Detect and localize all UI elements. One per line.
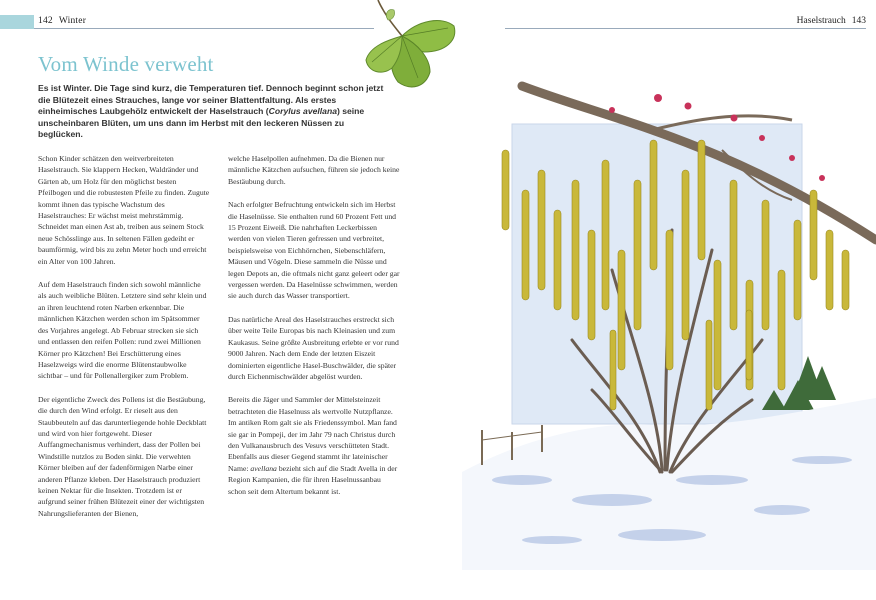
latin-term: avellana [250, 463, 277, 473]
paragraph: Das natürliche Areal des Haselstrauches erstreckt sich über weite Teile Europas bis nach Kleinasien und zum Kaukasus. Seine größte Ausbreitung erlebte er vor rund 9000 Jahren. Nach dem Ende der letzten Eiszeit dominierten eigentliche Hasel-Buschwälder, die später durch Eichenmischwälder abgelöst wurden. [228, 314, 399, 381]
header-rule-right [505, 28, 866, 29]
page-number-left: 142 [38, 16, 53, 26]
paragraph: welche Haselpollen aufnehmen. Da die Bienen nur männliche Kätzchen aufsuchen, führen sie jedoch keine Bestäubung durch. [228, 154, 400, 186]
text-column-2 [228, 153, 400, 509]
section-label-right: Haselstrauch [796, 16, 846, 26]
lead-paragraph [38, 83, 390, 141]
header-accent-bar [0, 15, 34, 29]
lead-text: Es ist Winter. Die Tage sind kurz, die Temperaturen tief. Dennoch beginnt schon jetzt die Blütezeit eines Strauches, lange vor seiner Blattentfaltung. Als erstes einheimisches Laubgehölz entwickelt der Haselstrauch ( [38, 83, 384, 117]
text-column-1 [38, 153, 210, 531]
section-label-left: Winter [58, 16, 87, 26]
hazel-shrub-winter-illustration [462, 80, 876, 570]
paragraph: Schon Kinder schätzen den weitverbreiteten Haselstrauch. Sie klappern Hecken, Waldränder und Gärten ab, um Holz für den möglichst besten Pfeilbogen und die robustesten Pfeile zu finden. Zugute kommt ihnen das typische Wachstum des Haselstrauches: Er wächst meist mehrstämmig. Schneidet man einen Ast ab, treiben aus seinem Stock neue Schösslinge aus. In seltenen Fällen gedeiht er baumförmig, wird bis zu zehn Meter hoch und erreicht ein Alter von 100 Jahren. [38, 154, 210, 266]
lead-text-end: ) seine unscheinbaren Blüten, um uns dann im Herbst mit den leckeren Nüssen zu beglücken. [38, 106, 365, 140]
page-number-right: 143 [851, 16, 866, 26]
paragraph: Auf dem Haselstrauch finden sich sowohl männliche als auch weibliche Blüten. Letztere sind sehr klein und an ihren leuchtend roten Narben erkennbar. Die männlichen Kätzchen werden schon im Spätsommer des Vorjahres angelegt. Ab Februar strecken sie sich und entlassen den reifen Pollen: rund zwei Millionen Körner pro Kätzchen! Bei Erschütterung eines Haselzweigs wird die enorme Blütenstaubwolke sichtbar – und für Pollenallergiker zum Problem. [38, 280, 207, 381]
header-rule-left [34, 28, 374, 29]
paragraph: Der eigentliche Zweck des Pollens ist die Bestäubung, die durch den Wind erfolgt. Er rieselt aus den Staubbeuteln auf das darunterliegende hohle Deckblatt und wird von hier fortgeweht. Dieser Auffangmechanismus verhindert, dass der Pollen bei Windstille nutzlos zu Boden sinkt. Die verwehten Körner bleiben auf der fadenförmigen Narbe einer anderen Pflanze kleben. Der Haselstrauch produziert keinen Nektar für die Insekten. Trotzdem ist er aufgrund seiner frühen Blütezeit einer der wichtigsten Nahrungslieferanten der Bienen, [38, 394, 207, 518]
article-title: Vom Winde verweht [38, 52, 214, 76]
paragraph-text-end: bezieht sich auf die Stadt Avella in der Region Kampanien, die für ihren Haselnussanbau schon seit dem Altertum bekannt ist. [228, 463, 398, 496]
running-header-left [38, 16, 86, 26]
paragraph [228, 394, 400, 497]
lead-latin-name: Corylus avellana [268, 106, 337, 117]
paragraph: Nach erfolgter Befruchtung entwickeln sich im Herbst die Haselnüsse. Sie enthalten rund 60 Prozent Fett und 15 Prozent Eiweiß. Die nahrhaften Leckerbissen werden von vielen Tieren gefressen und verbreitet, beispielsweise von Eichhörnchen, Siebenschläfern, Mäusen und Vögeln. Diese sammeln die Nüsse und legen Depots an, die oftmals nicht ganz geleert oder gar vergessen werden. Da Haselnüsse schwimmen, werden sie auch durch das Wasser transportiert. [228, 200, 400, 301]
paragraph-text: Bereits die Jäger und Sammler der Mittelsteinzeit betrachteten die Haselnuss als wertvolle Nutzpflanze. Im antiken Rom galt sie als Friedenssymbol. Man fand sie gar in Pompeji, der im Jahr 79 nach Christus durch den Vulkanausbruch des Vesuvs verschütteten Stadt. Ebenfalls aus dieser Gegend stammt ihr lateinischer Name: [228, 395, 397, 473]
running-header-right [797, 16, 866, 26]
